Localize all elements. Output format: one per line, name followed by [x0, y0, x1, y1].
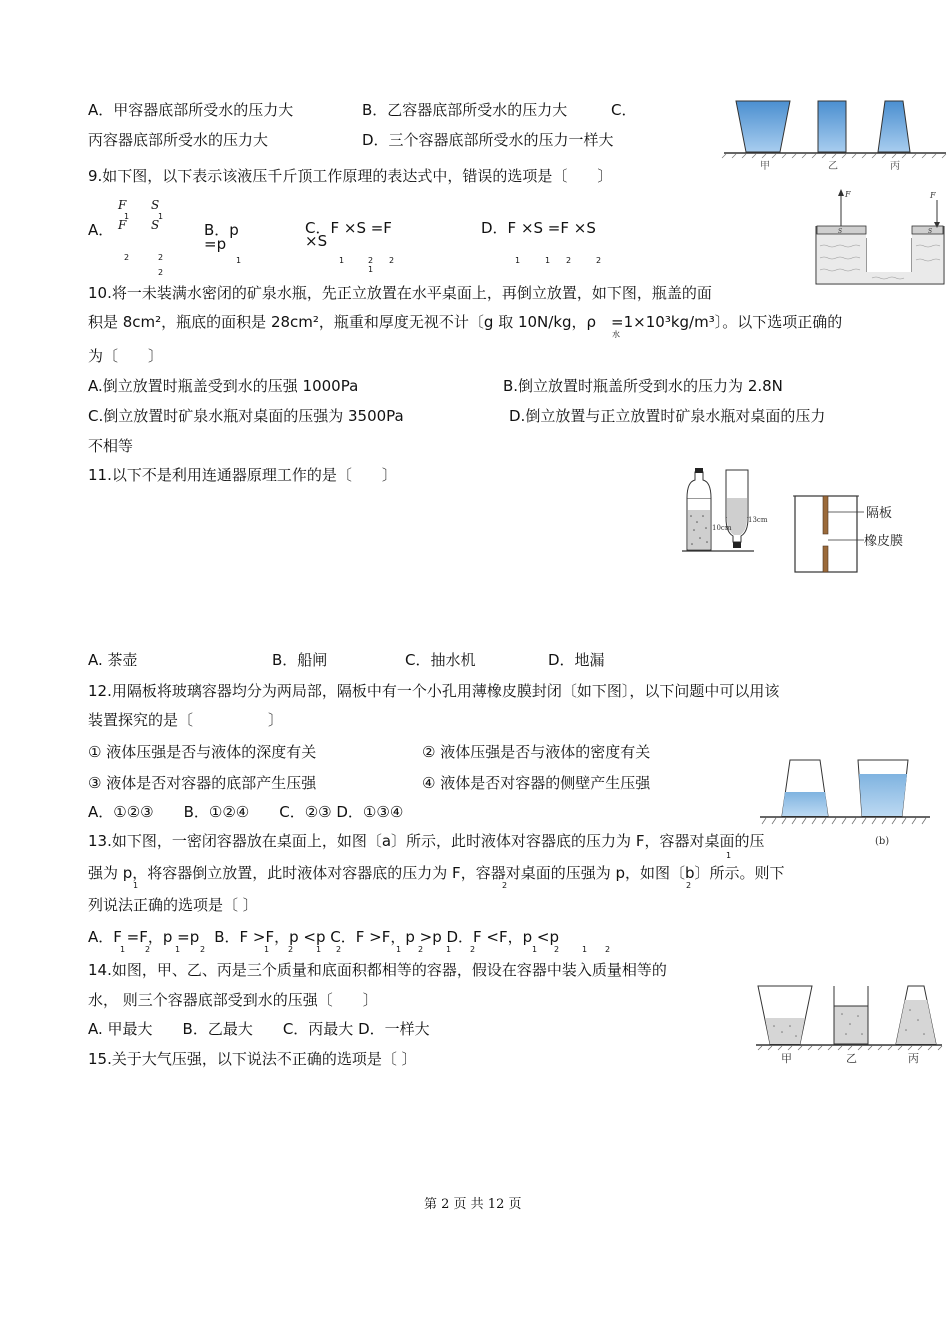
label-yi: 乙 — [846, 1052, 857, 1065]
q13-sub2b: 2 — [686, 881, 692, 890]
q10-water-sub: 水 — [612, 330, 620, 339]
q13-line2: 强为 p，将容器倒立放置，此时液体对容器底的压力为 F，容器对桌面的压强为 p，如图〔b〕所示。则下 — [88, 864, 785, 882]
q13-opt-sub-10: 2 — [418, 945, 424, 954]
q9-stem: 9.如下图，以下表示该液压千斤顶工作原理的表达式中，错误的选项是〔 〕 — [88, 167, 613, 185]
q10-line3: 为〔 〕 — [88, 347, 164, 365]
q13-sub2a: 2 — [502, 881, 508, 890]
q10-option-d: D.倒立放置与正立放置时矿泉水瓶对桌面的压力 — [509, 407, 826, 425]
q11-option-d: D．地漏 — [548, 651, 605, 669]
q13-opt-sub-11: 1 — [446, 945, 452, 954]
q10-line1: 10.将一未装满水密闭的矿泉水瓶，先正立放置在水平桌面上，再倒立放置，如下图，瓶盖的面 — [88, 284, 712, 302]
q13-opt-sub-1: 1 — [120, 945, 126, 954]
label-10cm: 10cm — [712, 524, 732, 532]
label-13cm: 13cm — [748, 516, 768, 524]
q9-option-c: C．F ×S =F — [305, 219, 392, 237]
label-f1: F — [930, 191, 936, 200]
q9-d-sub1b: 1 — [545, 256, 551, 265]
label-jia: 甲 — [781, 1052, 792, 1065]
q10-option-d-cont: 不相等 — [88, 437, 134, 455]
q13-opt-sub-3: 1 — [175, 945, 181, 954]
q13-sub1a: 1 — [726, 851, 732, 860]
q13-containers-figure — [758, 756, 934, 850]
container-bing — [878, 101, 910, 152]
q10-option-c: C.倒立放置时矿泉水瓶对桌面的压强为 3500Pa — [88, 407, 404, 425]
q9-d-sub1: 1 — [515, 256, 521, 265]
q9-c-sub2: 2 — [368, 256, 374, 265]
q13-line3: 列说法正确的选项是〔 〕 — [88, 896, 258, 914]
q9-option-c-2: ×S — [305, 232, 328, 250]
label-jia: 甲 — [760, 161, 770, 172]
q8-option-b: B．乙容器底部所受水的压力大 — [362, 101, 568, 119]
q9-a-f1: F — [118, 198, 127, 212]
q12-item2: ② 液体压强是否与液体的密度有关 — [422, 743, 651, 761]
q9-option-a: A． — [88, 221, 114, 239]
q9-option-b-2: =p — [204, 235, 227, 253]
q13-options: A．F =F，p =p B．F >F，p <p C．F >F，p >p D．F <F，p <p — [88, 928, 559, 946]
q12-line1: 12.用隔板将玻璃容器均分为两局部，隔板中有一个小孔用薄橡皮膜封闭〔如下图〕，以下问题中可以用该 — [88, 682, 780, 700]
q9-c-sub1: 1 — [339, 256, 345, 265]
container-jia — [736, 101, 790, 152]
q11-option-b: B．船闸 — [272, 651, 328, 669]
q14-options: A. 甲最大 B．乙最大 C．丙最大 D．一样大 — [88, 1020, 430, 1038]
q8-option-a: A．甲容器底部所受水的压力大 — [88, 101, 294, 119]
page-footer: 第 2 页 共 12 页 — [424, 1197, 522, 1212]
q8-option-d: D．三个容器底部所受水的压力一样大 — [362, 131, 614, 149]
q9-d-sub2b: 2 — [596, 256, 602, 265]
q13-opt-sub-5: 1 — [264, 945, 270, 954]
q13-line1: 13.如下图，一密闭容器放在桌面上，如图〔a〕所示，此时液体对容器底的压力为 F，容器对桌面的压 — [88, 832, 765, 850]
q9-c-sub2b: 2 — [389, 256, 395, 265]
q9-a-sub1b: 1 — [158, 212, 164, 221]
q9-a-sub1a: 1 — [124, 212, 130, 221]
q13-opt-sub-2: 2 — [145, 945, 151, 954]
q9-b-sub1: 1 — [236, 256, 242, 265]
q13-opt-sub-9: 1 — [396, 945, 402, 954]
label-bing: 丙 — [890, 161, 900, 172]
q9-hydraulic-jack-figure — [812, 186, 948, 288]
q11-option-a: A. 茶壶 — [88, 651, 138, 669]
q9-a-sub2c: 2 — [158, 268, 164, 277]
q9-c-sub1b: 1 — [368, 265, 374, 274]
q14-line2: 水， 则三个容器底部受到水的压强〔 〕 — [88, 991, 378, 1009]
q13-opt-sub-4: 2 — [200, 945, 206, 954]
q12-partition-figure — [790, 488, 920, 576]
q9-a-f2: F — [118, 218, 127, 232]
label-yi: 乙 — [828, 161, 838, 172]
q9-a-s2: S — [151, 218, 160, 232]
q12-item3: ③ 液体是否对容器的底部产生压强 — [88, 774, 317, 792]
q12-item1: ① 液体压强是否与液体的深度有关 — [88, 743, 317, 761]
q9-a-sub2b: 2 — [158, 253, 164, 262]
q13-opt-sub-7: 1 — [316, 945, 322, 954]
label-f2: F — [845, 190, 851, 199]
q9-d-sub2: 2 — [566, 256, 572, 265]
label-s1: S — [928, 228, 933, 235]
q8-containers-figure — [722, 96, 948, 174]
q11-stem: 11.以下不是利用连通器原理工作的是〔 〕 — [88, 466, 397, 484]
label-rubber-membrane: 橡皮膜 — [864, 534, 904, 549]
q13-opt-sub-8: 2 — [336, 945, 342, 954]
q13-opt-sub-13: 1 — [532, 945, 538, 954]
q9-option-b: B．p — [204, 221, 239, 239]
q12-item4: ④ 液体是否对容器的侧壁产生压强 — [422, 774, 651, 792]
q14-containers-figure — [754, 984, 944, 1066]
q9-a-s1: S — [151, 198, 160, 212]
container-yi — [818, 101, 846, 152]
q13-opt-sub-12: 2 — [470, 945, 476, 954]
q13-opt-sub-6: 2 — [288, 945, 294, 954]
q8-option-c-text: 丙容器底部所受水的压力大 — [88, 131, 269, 149]
q10-option-b: B.倒立放置时瓶盖所受到水的压力为 2.8N — [503, 377, 783, 395]
q14-line1: 14.如图，甲、乙、丙是三个质量和底面积都相等的容器，假设在容器中装入质量相等的 — [88, 961, 667, 979]
q13-sub1b: 1 — [133, 881, 139, 890]
q15-stem: 15.关于大气压强，以下说法不正确的选项是〔 〕 — [88, 1050, 417, 1068]
q12-options: A．①②③ B．①②④ C．②③ D．①③④ — [88, 803, 404, 821]
label-bing: 丙 — [908, 1052, 919, 1065]
label-b: (b) — [875, 836, 890, 847]
q9-option-d: D．F ×S =F ×S — [481, 219, 596, 237]
q13-opt-sub-14: 2 — [554, 945, 560, 954]
label-s2: S — [838, 228, 843, 235]
q10-bottles-figure — [682, 466, 768, 560]
q13-opt-sub-15: 1 — [582, 945, 588, 954]
q9-a-sub2a: 2 — [124, 253, 130, 262]
q11-option-c: C．抽水机 — [405, 651, 476, 669]
q12-line2: 装置探究的是〔 〕 — [88, 711, 284, 729]
label-partition: 隔板 — [866, 506, 893, 521]
q8-option-c-letter: C． — [611, 101, 637, 119]
q10-line2: 积是 8cm²，瓶底的面积是 28cm²，瓶重和厚度无视不计〔g 取 10N/kg，ρ =1×10³kg/m³〕。以下选项正确的 — [88, 313, 843, 331]
q10-option-a: A.倒立放置时瓶盖受到水的压强 1000Pa — [88, 377, 359, 395]
q13-opt-sub-16: 2 — [605, 945, 611, 954]
